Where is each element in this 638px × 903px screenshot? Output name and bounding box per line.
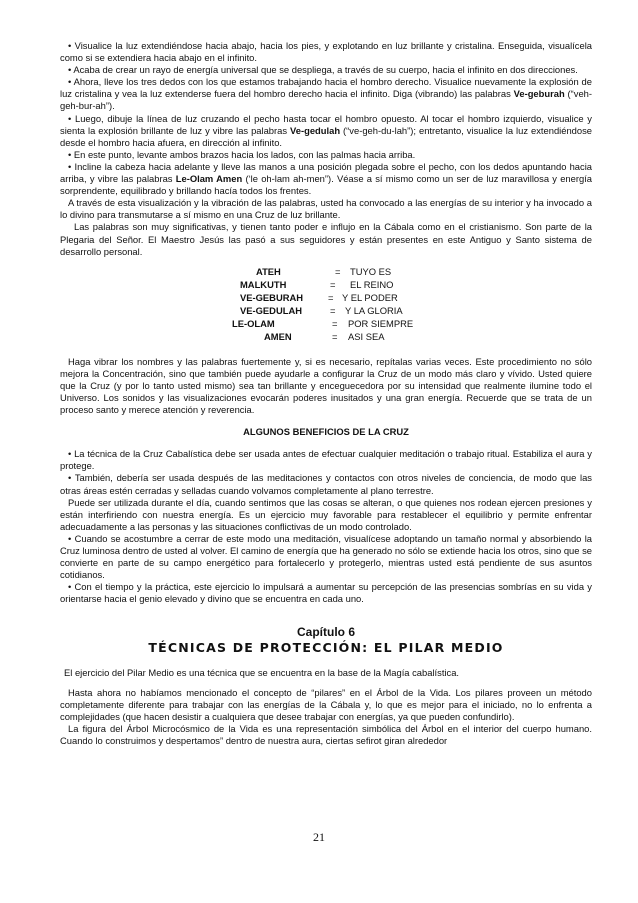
invocation-hebrew: VE-GEDULAH: [240, 304, 302, 316]
paragraph-incline: [60, 161, 592, 197]
pron-vegeburah: (“veh-geh-bur-ah”).: [60, 88, 592, 112]
invocation-equals: =: [335, 265, 341, 277]
paragraph-visualice: • Visualice la luz extendiéndose hacia abajo, hacia los pies, y explotando en luz brillante y cristalina. Enseguida, visualícela como si se extendiera hacia abajo en el infinito.: [60, 40, 592, 64]
paragraph-incline-b: (‘le oh-lam ah-men”). Véase a sí mismo como un ser de luz maravillosa y energía sorprendente, equilibrado y brillando hacía todos los frentes.: [60, 173, 592, 197]
invocation-row: [60, 305, 592, 318]
page-number: 21: [313, 830, 325, 844]
invocation-spanish: TUYO ES: [350, 265, 392, 277]
chapter-number: Capítulo 6: [296, 625, 355, 640]
invocation-row: [60, 331, 592, 344]
paragraph-gap: [60, 679, 592, 687]
invocation-row: [60, 318, 592, 331]
paragraph-luego: [60, 113, 592, 149]
chapter-paragraph: Hasta ahora no habíamos mencionado el concepto de “pilares” en el Árbol de la Vida. Los pilares proveen un método completamente diferente para trabajar con las energías de la Cábala y, lo que es mejor para el iniciado, no lo enfrenta a complejidades (que hacen desistir a cualquiera que desee trabajar con energías, ya que pueden confundirlo).: [60, 686, 592, 722]
word-vegedulah: Ve-gedulah: [290, 124, 341, 136]
paragraph-luego-a: • Luego, dibuje la línea de luz cruzando el pecho hasta tocar el hombro opuesto. Al tocar el hombro izquierdo, visualice y sienta la explosión brillante de luz y vibre las palabras: [60, 112, 592, 136]
invocation-row: [60, 279, 592, 292]
benefit-item: • Con el tiempo y la práctica, este ejercicio lo impulsará a aumentar su percepción de las presencias sombrías en su vida y orientarse hacia el genio elevado y divino que se encuentra en cada uno.: [60, 581, 592, 605]
invocation-hebrew: AMEN: [264, 330, 292, 342]
invocation-spanish: Y EL PODER: [342, 291, 398, 303]
invocation-table: [60, 266, 592, 356]
benefits-heading: ALGUNOS BENEFICIOS DE LA CRUZ: [243, 426, 409, 438]
invocation-spanish: ASI SEA: [348, 330, 385, 342]
invocation-hebrew: ATEH: [256, 265, 281, 277]
invocation-row: [60, 292, 592, 305]
paragraph-palabras: Las palabras son muy significativas, y tienen tanto poder e influjo en la Cábala como en el cristianismo. Son parte de la Plegaria del Señor. El Maestro Jesús las pasó a sus seguidores y están presentes en este Antiguo y Santo sistema de desarrollo personal.: [60, 221, 592, 257]
paragraph-ahora: [60, 76, 592, 112]
invocation-hebrew: LE-OLAM: [232, 317, 275, 329]
invocation-equals: =: [328, 291, 334, 303]
invocation-equals: =: [332, 330, 338, 342]
paragraph-luego-b: (“ve-geh-du-lah”); entretanto, visualice la luz extendiéndose desde el hombro hacia afuera, en dirección al infinito.: [60, 124, 592, 148]
chapter-paragraph: El ejercicio del Pilar Medio es una técnica que se encuentra en la base de la Magía cabalística.: [64, 666, 460, 678]
invocation-hebrew: MALKUTH: [240, 278, 287, 290]
benefit-item: Puede ser utilizada durante el día, cuando sentimos que las cosas se alteran, o que quienes nos rodean ejercen presiones y están interfiriendo con nuestra energía. Es un ejercicio muy favorable para restablecer el equilibrio y permite enfrentar adecuadamente a las personas y las situaciones conflictivas de un modo controlado.: [60, 496, 592, 532]
invocation-row: [60, 266, 592, 279]
chapter-title: TÉCNICAS DE PROTECCIÓN: EL PILAR MEDIO: [148, 640, 504, 656]
paragraph-este-punto: • En este punto, levante ambos brazos hacia los lados, con las palmas hacia arriba.: [68, 148, 416, 160]
invocation-spanish: POR SIEMPRE: [348, 317, 414, 329]
invocation-spanish: EL REINO: [350, 278, 394, 290]
invocation-spanish: Y LA GLORIA: [345, 304, 403, 316]
invocation-equals: =: [332, 317, 338, 329]
page-content: [60, 40, 592, 747]
benefit-item: • Cuando se acostumbre a cerrar de este modo una meditación, visualícese adoptando un tamaño normal y absorbiendo la Cruz luminosa dentro de usted al volver. El camino de energía que ha generado no sólo se extiende hacia los otros, sino que se convierte en parte de su campo energético para fortalecerlo y protegerlo, mientras usted está pendiente de sus asuntos cotidianos.: [60, 532, 592, 581]
paragraph-ahora-text: • Ahora, lleve los tres dedos con los que estamos trabajando hacia el hombro derecho. Visualice nuevamente la explosión de luz cristalina y vea la luz extenderse fuera del hombro derecho hacia el infinito. Diga (vibrando) las palabras: [60, 76, 592, 100]
word-vegeburah: Ve-geburah: [513, 88, 565, 100]
benefit-item: • También, debería ser usada después de las meditaciones y contactos con otros niveles de conciencia, de modo que las otras áreas estén cerradas y selladas cuando volvamos completamente al plano terrestre.: [60, 472, 592, 496]
paragraph-rayo: • Acaba de crear un rayo de energía universal que se despliega, a través de su cuerpo, hacia el infinito en dos direcciones.: [68, 64, 578, 76]
paragraph-a-traves: A través de esta visualización y la vibración de las palabras, usted ha convocado a las energías de su interior y ha invocado a lo divino para transmutarse a sí mismo en una Cruz de luz brillante.: [60, 197, 592, 221]
word-leolam-amen: Le-Olam Amen: [175, 173, 243, 185]
benefit-item: • La técnica de la Cruz Cabalística debe ser usada antes de efectuar cualquier meditación o trabajo ritual. Estabiliza el aura y protege.: [60, 448, 592, 472]
invocation-hebrew: VE-GEBURAH: [240, 291, 304, 303]
chapter-paragraph: La figura del Árbol Microcósmico de la Vida es una representación simbólica del Árbol en el interior del cuerpo humano. Cuando lo construimos y despertamos” dentro de nuestra aura, ciertas sefirot giran alrededor: [60, 722, 592, 747]
invocation-equals: =: [330, 304, 336, 316]
paragraph-haga-vibrar: Haga vibrar los nombres y las palabras fuertemente y, si es necesario, repítalas varias veces. Este procedimiento no sólo mejora la Concentración, sino que también puede ayudarle a configurar la Cruz de un modo más claro y vívido. Usted quiere que la Cruz (y por lo tanto usted mismo) sea tan brillante y enceguecedora por su intensidad que realmente ilumine todo el Universo. Los sonidos y las visualizaciones evocarán poderes inusitados y una gran energía. Recuerde que se trata de un proceso santo y merece atención y reverencia.: [60, 355, 592, 416]
invocation-equals: =: [330, 278, 336, 290]
paragraph-incline-a: • Incline la cabeza hacia adelante y lleve las manos a una posición plegada sobre el pecho, con los dedos apuntando hacia arriba, y vibre las palabras: [60, 160, 592, 185]
